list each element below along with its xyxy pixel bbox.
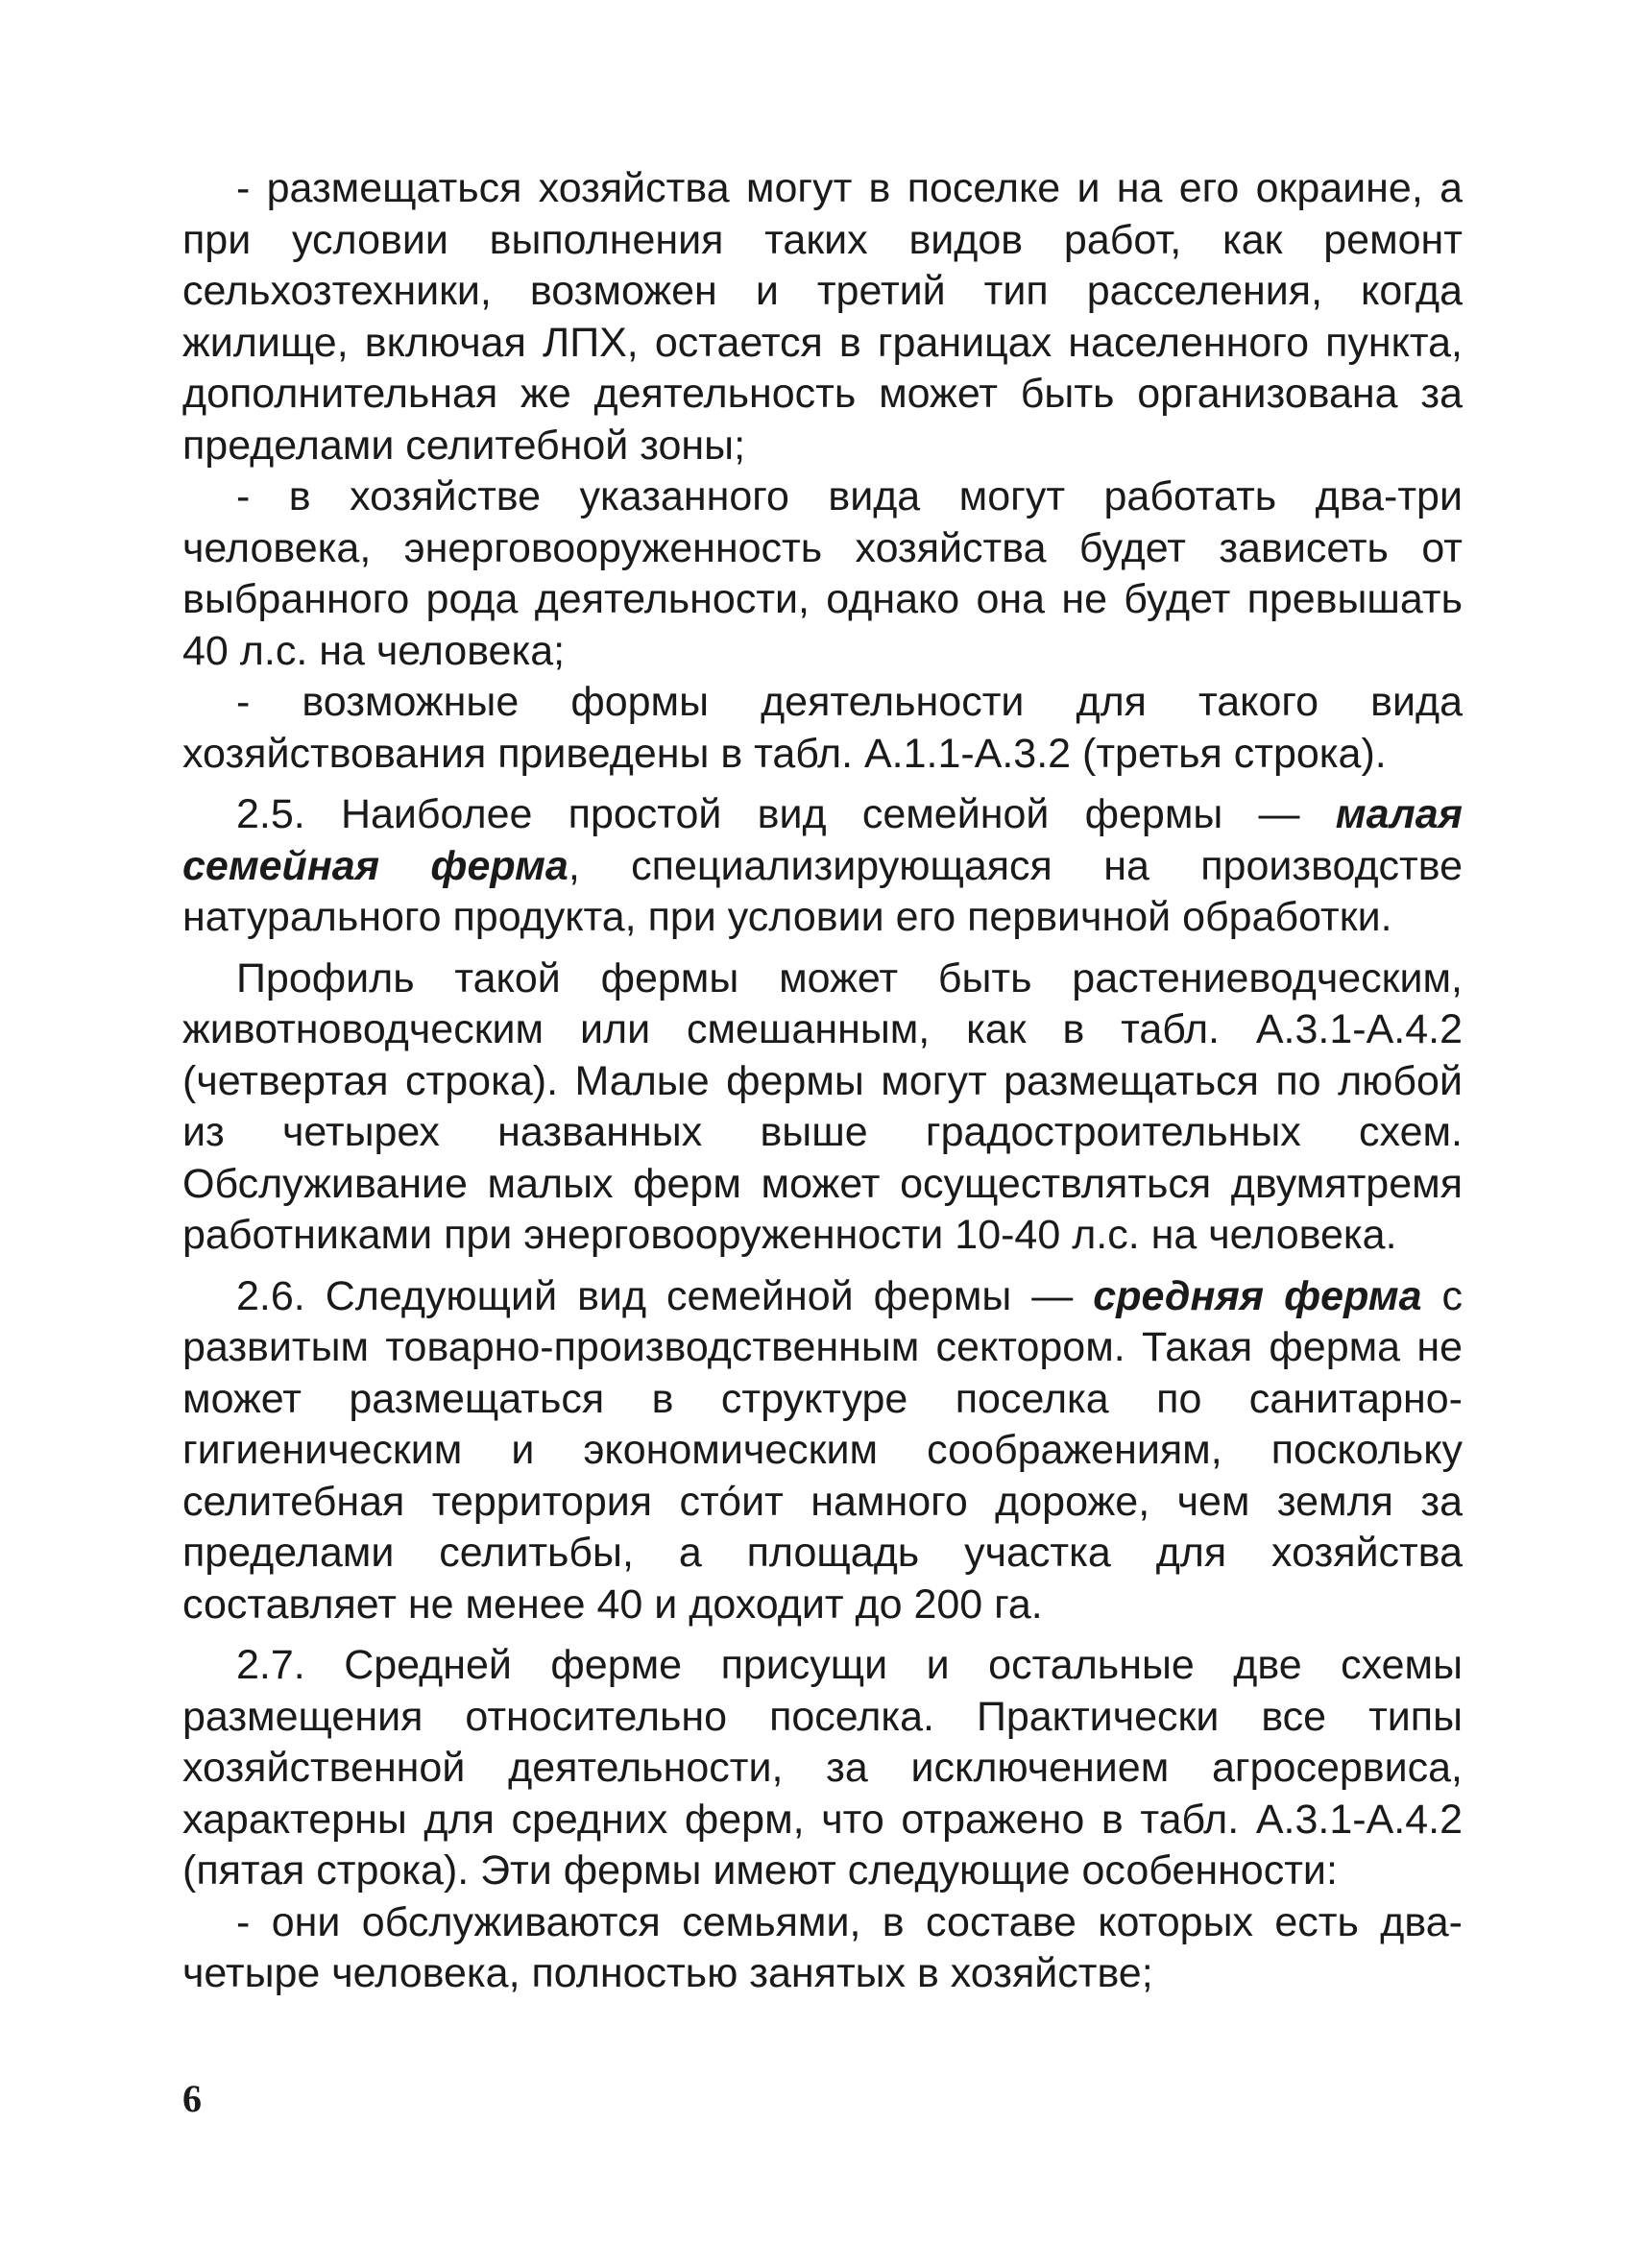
term-small-family-farm: малая семейная ферма <box>182 791 1463 889</box>
paragraph-2-6-medium-farm <box>182 1271 1463 1631</box>
paragraph-activity-forms: - возможные формы деятельности для такого вида хозяйствования приведены в табл. А.1.1-А.3.2 (третья строка). <box>182 679 1463 777</box>
paragraph-workers-power: - в хозяйстве указанного вида могут работать два-три человека, энерговооруженность хозяйства будет зависеть от выбранного рода деятельности, однако она не будет превышать 40 л.с. на человека; <box>182 473 1463 674</box>
term-medium-farm: средняя ферма <box>1093 1272 1422 1319</box>
paragraph-2-6-rest: с развитым товарно-производственным сектором. Такая ферма не может размещаться в структуре поселка по санитарно-гигиеническим и экономическим соображениям, поскольку селитебная территория сто́ит намного дороже, чем земля за пределами селитьбы, а площадь участка для хозяйства составляет не менее 40 и доходит до 200 га. <box>182 1272 1463 1628</box>
paragraph-family-staffing: - они обслуживаются семьями, в составе которых есть два-четыре человека, полностью занятых в хозяйстве; <box>182 1898 1463 1996</box>
page-number: 6 <box>182 2077 202 2120</box>
paragraph-2-5-lead: 2.5. Наиболее простой вид семейной фермы — <box>236 791 1336 837</box>
paragraph-2-6-lead: 2.6. Следующий вид семейной фермы — <box>236 1272 1094 1319</box>
paragraph-2-5-rest: , специализирующаяся на производстве натурального продукта, при условии его первичной обработки. <box>182 842 1463 940</box>
paragraph-settlement-placement: - размещаться хозяйства могут в поселке и на его окраине, а при условии выполнения таких видов работ, как ремонт сельхозтехники, возможен и третий тип расселения, когда жилище, включая ЛПХ, остается в границах населенного пункта, дополнительная же деятельность может быть организована за пределами селитебной зоны; <box>182 165 1463 469</box>
body-text <box>182 163 1463 2010</box>
paragraph-farm-profile: Профиль такой фермы может быть растениеводческим, животноводческим или смешанным, как в табл. А.3.1-А.4.2 (четвертая строка). Малые фермы могут размещаться по любой из четырех названных выше градостроительных схем. Обслуживание малых ферм может осуществляться двумятремя работниками при энерговооруженности 10-40 л.с. на человека. <box>182 954 1463 1258</box>
paragraph-2-5-small-farm <box>182 789 1463 944</box>
paragraph-2-7-placement-schemes: 2.7. Средней ферме присущи и остальные две схемы размещения относительно поселка. Практически все типы хозяйственной деятельности, за исключением агросервиса, характерны для средних ферм, что отражено в табл. А.3.1-А.4.2 (пятая строка). Эти фермы имеют следующие особенности: <box>182 1642 1463 1894</box>
